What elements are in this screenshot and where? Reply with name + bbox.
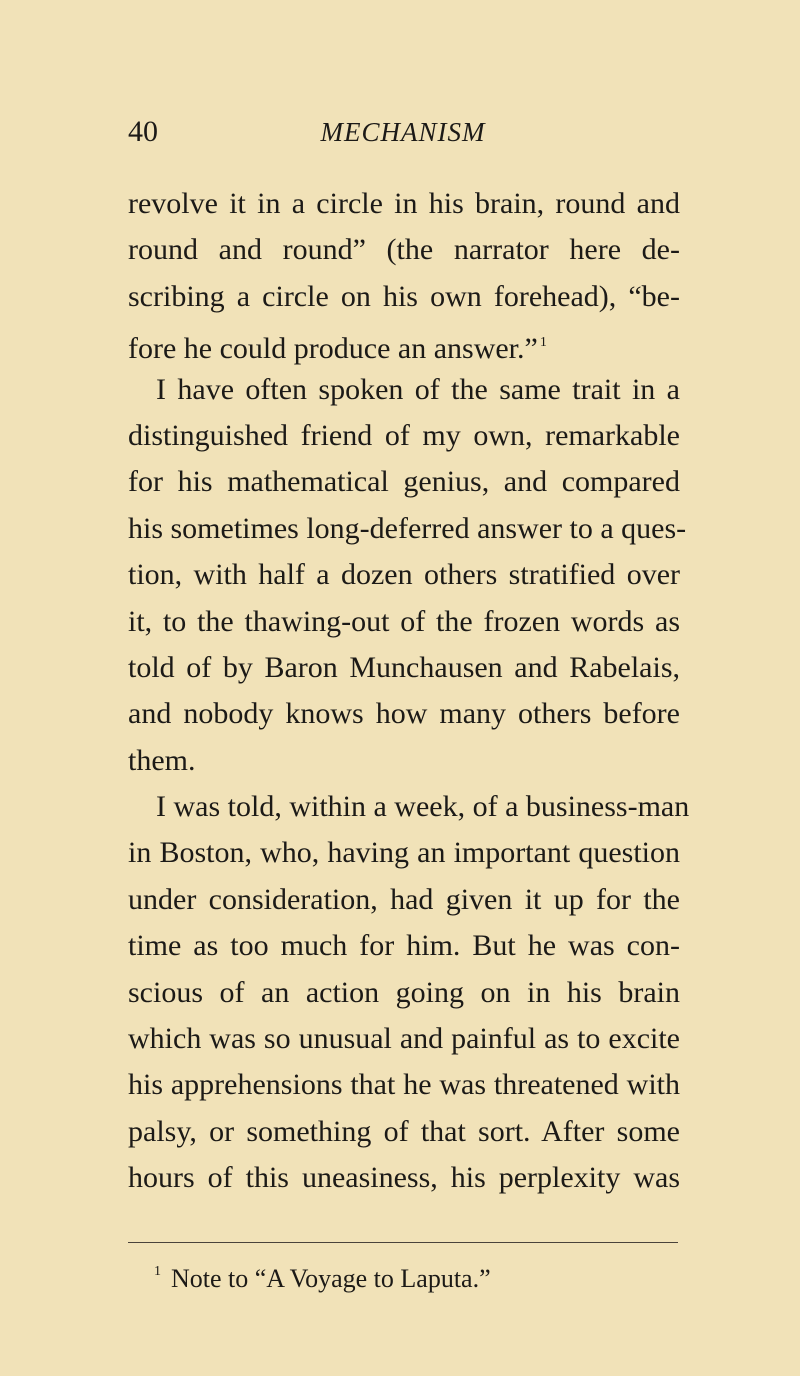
text-line: round and round” (the narrator here de- (128, 233, 680, 267)
footnote-text: Note to “A Voyage to Laputa.” (171, 1264, 491, 1293)
text-line: told of by Baron Munchausen and Rabelais, (128, 650, 680, 684)
paragraph-start-line: I have often spoken of the same trait in a (156, 372, 680, 406)
page-number: 40 (128, 115, 158, 148)
text-line (128, 320, 680, 366)
text-line: revolve it in a circle in his brain, round and (128, 187, 680, 220)
footnote-marker: 1 (154, 1264, 161, 1279)
text-line: tion, with half a dozen others stratified over (128, 558, 680, 592)
text-line: hours of this uneasiness, his perplexity was (128, 1161, 680, 1195)
text-line: his apprehensions that he was threatened with (128, 1068, 680, 1102)
body-text (128, 181, 690, 1202)
footnote-reference[interactable]: 1 (539, 335, 547, 351)
footnote (154, 1255, 491, 1296)
text-line: for his mathematical genius, and compared (128, 465, 680, 499)
text-line: his sometimes long-deferred answer to a ques- (128, 511, 687, 545)
text-line: under consideration, had given it up for the (128, 882, 680, 916)
text-line-content: fore he could produce an answer.” (128, 332, 538, 366)
paragraph-start-line: I was told, within a week, of a business-man (156, 790, 690, 824)
page-header (0, 112, 800, 152)
text-line: palsy, or something of that sort. After some (128, 1114, 680, 1148)
running-head: MECHANISM (320, 117, 486, 147)
text-line: them. (128, 743, 196, 777)
text-line: which was so unusual and painful as to excite (128, 1022, 680, 1056)
text-line: distinguished friend of my own, remarkable (128, 418, 680, 452)
text-line: scious of an action going on in his brain (128, 975, 680, 1009)
footnote-divider (128, 1242, 678, 1243)
text-line: in Boston, who, having an important question (128, 836, 680, 870)
text-line: scribing a circle on his own forehead), “be- (128, 279, 680, 313)
text-line: it, to the thawing-out of the frozen words as (128, 604, 680, 638)
text-line: time as too much for him. But he was con- (128, 929, 680, 963)
text-line: and nobody knows how many others before (128, 697, 680, 731)
